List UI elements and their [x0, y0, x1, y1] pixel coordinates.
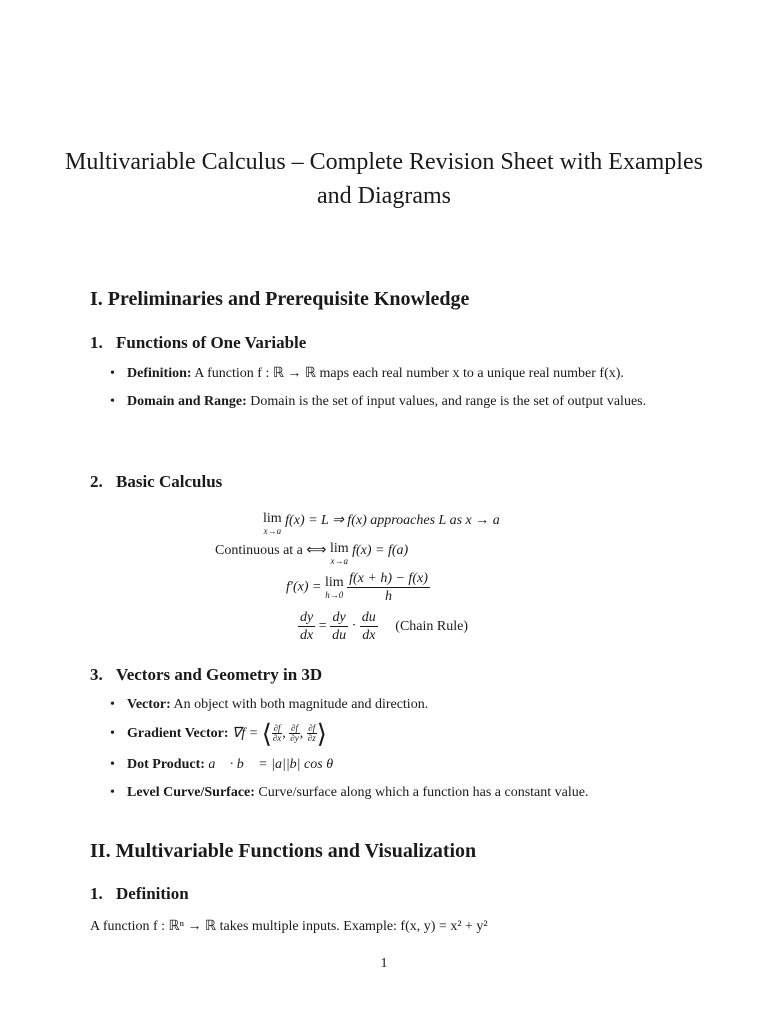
equation-chain-rule: $\frac{dy}{dx}$ = $\frac{dy}{du}$ · $\frac{du}{dx}$ (Chain Rule) [300, 610, 469, 643]
subsection-heading-functions [90, 333, 306, 353]
list-item-definition [108, 364, 680, 383]
limit-subscript: h→0 [325, 589, 344, 600]
item-text: Domain is the set of input values, and range is the set of output values. [250, 394, 647, 409]
partial-fraction [289, 724, 299, 743]
equation-prefix: f′(x) = [286, 579, 322, 595]
definition-paragraph: A function f : ℝⁿ → ℝ takes multiple inputs. Example: f(x, y) = x² + y² [90, 919, 488, 934]
gradient-prefix: ∇f = [231, 726, 259, 741]
subsection-number: 1. [90, 884, 103, 903]
partial-fraction [272, 724, 282, 743]
equation-continuity [215, 542, 408, 566]
subsection-number: 2. [90, 472, 103, 491]
item-text: a⃗ · b⃗ = |a||b| cos θ [208, 757, 334, 773]
limit-operator [325, 576, 344, 600]
fraction-denominator: ∂z [307, 733, 316, 744]
section-heading-2: II. Multivariable Functions and Visualization [90, 840, 477, 862]
list-item-gradient: • Gradient Vector: ∇f = ⟨ $\frac{\partial f}{\partial x}$ , $\frac{\partial f}{\partial y}$ , $\frac{\partial f}{\partial z}$ ⟩ [108, 724, 680, 743]
fraction-numerator: f(x + h) − f(x) [349, 571, 428, 586]
subsection-number: 1. [90, 333, 103, 352]
fraction-denominator: du [332, 628, 347, 643]
left-angle: ⟨ [261, 719, 272, 749]
item-text: A function f : ℝ → ℝ maps each real number x to a unique real number f(x). [194, 366, 624, 381]
subsection-title: Definition [116, 884, 189, 903]
fraction [360, 609, 378, 644]
subsection-heading-vectors [90, 665, 322, 685]
list-item-domain-range [108, 392, 680, 411]
limit-operator [263, 512, 282, 536]
item-text: Curve/surface along which a function has a constant value. [258, 785, 589, 801]
equation-limit [263, 512, 500, 536]
subsection-title: Vectors and Geometry in 3D [116, 665, 323, 684]
subsection-heading-definition [90, 884, 189, 904]
subsection-title: Functions of One Variable [116, 333, 307, 352]
item-label: Dot Product: [127, 757, 205, 773]
fraction [347, 570, 430, 605]
fraction-numerator: ∂f [273, 723, 281, 734]
equation-text: f(x) = f(a) [352, 543, 409, 558]
fraction-numerator: dy [330, 609, 348, 627]
list-item-vector [108, 695, 680, 714]
fraction-numerator: dy [300, 610, 314, 625]
page-number: 1 [380, 956, 388, 971]
fraction-denominator: ∂x [272, 733, 282, 744]
fraction [330, 609, 348, 644]
fraction [298, 609, 315, 644]
fraction-numerator: ∂f [308, 723, 316, 734]
item-text: An object with both magnitude and direction. [173, 697, 429, 712]
partial-fraction [307, 724, 317, 743]
section-heading-1: I. Preliminaries and Prerequisite Knowledge [90, 288, 470, 310]
functions-list [108, 364, 680, 420]
item-label: Domain and Range: [127, 394, 247, 409]
limit-text: lim [329, 541, 349, 556]
subsection-number: 3. [90, 665, 103, 684]
fraction-numerator: ∂f [291, 723, 298, 734]
limit-text: lim [324, 574, 344, 590]
list-item-dot-product [108, 755, 680, 774]
fraction-denominator: dx [300, 628, 314, 643]
item-label: Gradient Vector: [127, 726, 229, 741]
fraction-denominator: h [384, 589, 392, 604]
equation-text: f(x) = L ⇒ f(x) approaches L as x → a [285, 513, 500, 528]
item-label: Level Curve/Surface: [127, 785, 255, 801]
limit-subscript: x→a [263, 526, 282, 536]
limit-operator [330, 542, 349, 566]
document-title: Multivariable Calculus – Complete Revision Sheet with Examples and Diagrams [65, 149, 703, 209]
subsection-title: Basic Calculus [116, 472, 223, 491]
equation-derivative [286, 570, 430, 605]
list-item-level-curve [108, 783, 680, 802]
fraction-denominator: ∂y [290, 733, 299, 744]
limit-subscript: x→a [330, 556, 349, 566]
right-angle: ⟩ [316, 719, 327, 749]
equation-note: (Chain Rule) [395, 618, 469, 634]
limit-text: lim [263, 511, 282, 526]
fraction-numerator: du [361, 610, 376, 625]
item-label: Definition: [127, 366, 192, 381]
equation-prefix: Continuous at a ⟺ [215, 543, 327, 558]
subsection-heading-basic-calculus [90, 472, 222, 492]
item-label: Vector: [127, 697, 171, 712]
vectors-list [108, 695, 680, 811]
fraction-denominator: dx [362, 628, 376, 643]
